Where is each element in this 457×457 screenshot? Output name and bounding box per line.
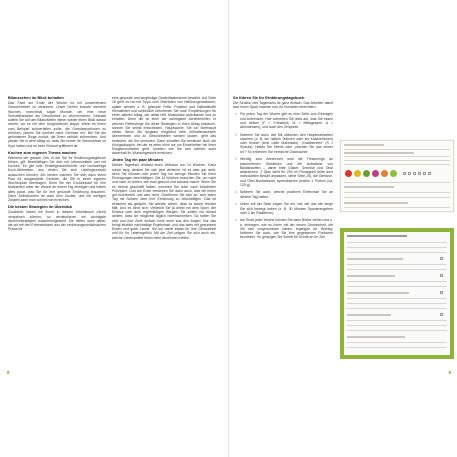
form-rule: [344, 207, 450, 208]
form-rule: [347, 242, 447, 243]
form-rule: [347, 308, 447, 309]
section-paragraph: Das Fazit am Ende der Woche ist mit umwerfenden Gewohnheiten zu verankern. Unser Gehirn braucht mehrere Wochen, manchmal sogar Monate, um eine neue Verhaltensweise als Gewohnheit zu verinnerlichen. Deshalb sollten Sie auf den Bilanzseiten immer wieder einen Blick darauf werfen, wo es mit dem Umgewöhnen klappt. Wenn es Ihnen zum Beispiel schwerfallen sollte, die Gemüseportionen zu erhöhen, planen Sie konkret mehr Gemüse ein. Bei Sie die gefundenen Dinge zurück, die Ihnen wirklich schmecken. Und planen Sie in dem Alltag so, dass Sie immer Ihr Gemüsefach im Kopf haben und es beim Einkauf griffbereit ist.: [8, 101, 106, 148]
bullet-icon: •: [235, 202, 237, 207]
form-text-bar: [344, 152, 414, 154]
page-number-right: 9: [448, 370, 451, 375]
banana-icon: [354, 170, 361, 177]
instruction-bullet: [233, 202, 333, 215]
form-rule: [347, 252, 447, 253]
section-paragraph: Während der ganzen Zeit, in der Sie Ihr Ernährungstagebuch führen, gilt: Beschäftigen Sie sich mit Lebensmitteln und mit Kochen. Es gibt tolle Einsteigerkochbücher und hochwertige Koch-Webseiten, aus denen Sie sich Lieblingsrezepte aussuchen können. Am besten machen Sie sich dazu einen Plan für ausgewählte Gerichte, die Sie in einen eigenen Wochenplan übertragen. Denn Sie der Großeinkauf für Ihre Mahlzeiten unter der Woche an einem Tag erledigen und haben alles parat, was Sie für Ihre gesunde Ernährung brauchen. Denn Selbstkochen ist auch kein Zauber, und mit wenigen Zutaten kann man schnell viel erreichen.: [8, 155, 106, 203]
form-rule: [344, 182, 450, 183]
glass-icon: [418, 172, 421, 175]
form-text-bar: [344, 186, 394, 188]
glass-icon: [403, 172, 406, 175]
section-paragraph: Dieses Tagebuch umfasst einen Zeitraum von 14 Wochen. Ganz schön lang, denken Sie sich jetzt vielleicht. Ist es aber gar nicht, denn Sie müssen sich jeden Tag nur wenige Minuten mit Ihren Eintragungen beschäftigen. Die 14 Wochen brauchen Sie, um nach und nach zu lernen, wie man gesund und schlank macht. Wenn Sie es einmal geschafft haben, kommen Sie auch nach bewährten Prinzipien. Und am Ende verstehen Sie dann auch, was bei Ihnen gut funktioniert und was nicht. Gewöhnen Sie sich an, sich jeden Tag mit Notizen über Ihre Ernährung zu beschäftigen. Das ist einfacher als gedacht. Sie werden sehen, dass es immer leichter fällt. Und es lohnt sich: Vielleicht Sie ja direkt mit dem Sport, der Einkauf oder dem regelmäßigen Wiegen. Sie sollten nur darauf achten, dass sie möglichst täglich hineinschreiben. So halten Sie sich und Ihre Ziele einfach nicht mehr aus den Augen. Nur das bringt letztlich nachhaltige Ergebnisse, und das stets mit gesundem Essen und guter Laune. Sie tun damit etwas für Ihre Gesundheit und für Ihr Lebensgefühl. Mit der Zeit prägen Sie sich auch ein, welche Lebensmittel Ihnen beim Abnehmen helfen.: [112, 163, 216, 240]
carrot-icon: [381, 170, 388, 177]
section-heading: So führen Sie Ihr Ernährungstagebuch: [233, 95, 305, 100]
instruction-bullet: [233, 157, 333, 187]
form-rule: [347, 264, 447, 265]
section-heading: Kochen zum eigenen Thema machen: [8, 149, 77, 155]
form-rule: [344, 160, 450, 161]
instruction-bullet: [233, 218, 333, 239]
checkbox-icon: [440, 313, 443, 316]
form-rule: [347, 281, 447, 282]
bullet-text: Notieren Sie auch, wie Sie zwischen den Hauptmahlzeiten naschen (z. B. ein halbes Teilchen oder ein Käsebrötchen) oder trinken (eine Latte Macchiato). „Knabbereien“ (S = Snacks). Halten Sie Stress oder „machen Sie das immer so“? So erkennen Sie heimliche Dickmacher.: [240, 132, 333, 154]
form-rule: [347, 330, 447, 331]
left-column-2: [112, 96, 216, 242]
glass-icon: [423, 172, 426, 175]
right-page: [229, 0, 457, 457]
form-rule: [347, 247, 447, 248]
form-rule: [344, 164, 450, 165]
form-text-bar: [347, 336, 405, 338]
instruction-bullet: [233, 112, 333, 129]
weekly-summary-page-thumbnail: [340, 228, 454, 359]
tomato-icon: [345, 170, 352, 177]
intro-paragraph: Die Struktur des Tagebuchs ist ganz einfach. Das Arbeiten damit wird Ihnen Spaß machen und Ihr Vorhaben erleichtern.: [233, 101, 333, 110]
form-rule: [344, 149, 450, 150]
section-paragraph: eine gesunde und langfristige Gewichtsabnahme bewährt. Auf Seite 18 geht es los mit Tipps zum Überlisten von Heißhungerattacken, später werden z. B. gesunde Fette, Proteine und Ballaststoffe thematisiert und schließlich bekommen Sie noch Empfehlungen für einen aktiven Alltag, der dabei hilft, Muskulatur aufzubauen und zu erhalten. Denn die ist einer der wichtigsten Abnehmhelfer. In welcher Reihenfolge Sie diese Strategien in Ihren Alltag einbauen, können Sie selbst entscheiden. Hauptsache, Sie tun überhaupt etwas. Wenn Sie langsam möglichst viele Verhaltensweisen übernehmen und zu Gewohnheiten werden lassen, geht das einfacher, als Sie vermuten. Dann schaffen Sie bestimmt auch die Königsdisziplin, bei der es eben nicht nur um Einzelheiten bei ihren Essgewohnheiten geht, sondern wie Sie sich wirklich auch dauerhaft Ihr Wunschgewicht erreichen.: [112, 96, 216, 156]
bullet-text: Notieren Sie auch, welche positiven Erlebnisse Sie an diesem Tag hatten.: [240, 190, 333, 199]
bullet-icon: •: [235, 157, 237, 162]
form-rule: [344, 197, 450, 198]
bullet-icon: •: [235, 132, 237, 137]
form-text-bar: [344, 202, 408, 204]
checkbox-icon: [440, 257, 443, 260]
bullet-icon: •: [235, 218, 237, 223]
section-heading: Die besten Strategien im Überblick: [8, 204, 73, 210]
form-rule: [347, 303, 447, 304]
left-column-1: [8, 96, 106, 234]
section-paragraph: Zusätzlich haben wir Ihnen in diesem Arbeitsbuch (nicht) verspeisen können, so verdeutlichen wir wichtigste Abnehmstrategien zusammengestellt. Sie helfen auch dabei, die wir mit den Erkenntnissen aus der ernährungsmedizinischen Praxis für: [8, 210, 106, 232]
daily-log-page-thumbnail: [340, 140, 454, 212]
bullet-icon: •: [235, 190, 237, 195]
checkbox-icon: [440, 274, 443, 277]
bullet-text: Für jeden Tag der Woche gibt es eine Seite zum Eintragen und Ankreuzen. Hier schreiben Sie alles auf, was Sie essen und trinken (F = Frühstück, M = Mittagessen, A = Abendessen), und auch den Zeitpunkt.: [240, 112, 333, 130]
form-rule: [347, 347, 447, 348]
form-heading-bar: [344, 144, 384, 146]
form-rule: [347, 298, 447, 299]
broccoli-icon: [363, 170, 370, 177]
glass-icon: [413, 172, 416, 175]
form-heading-bar: [347, 235, 407, 237]
bullet-text: Unten auf der Seite tragen Sie ein, wie viel und wie lange Sie sich bewegt haben (z. B. 30 Minuten Spazierengehen oder 2 km Radfahren).: [240, 202, 333, 215]
form-rule: [347, 342, 447, 343]
bullet-text: Wichtig zum Abnehmen sind die Trinkmenge an kalorienfreien Getränken und die Aufnahme von Ballaststoffen – daher bitte Gläser, Gemüse und Obst abstreichen. 1 Glas steht für 250 ml Flüssigkeit (bitte dem individuellen Bedarf anpassen, siehe Seite 25), die Gemüse- und Obst-Illustrationen symbolisieren jeweils 1 Portion (ca. 125 g).: [240, 157, 333, 187]
form-rule: [344, 192, 450, 193]
bullet-icon: •: [235, 112, 237, 117]
right-column: [233, 96, 333, 243]
form-rule: [347, 325, 447, 326]
bullet-text: Am Ende jeder Woche können Sie dann Bilanz ziehen und u. a. eintragen, wie es Ihnen mit der neuen Gewohnheit, die Sie sich vorgenommen haben, ergangen ist. Wichtig: Notieren Sie auch, wie Sie Ihre gegessenen Portionen beurteilen. So gelangen Sie Schritt für Schritt an Ihr Ziel.: [240, 218, 334, 240]
form-text-bar: [347, 275, 395, 277]
section-heading: Jeden Tag ein paar Minuten: [112, 157, 163, 163]
instruction-bullet: [233, 190, 333, 199]
form-rule: [344, 156, 450, 157]
page-number-left: 8: [7, 370, 10, 375]
glass-icon: [408, 172, 411, 175]
apple-icon: [390, 170, 397, 177]
form-rule: [347, 286, 447, 287]
form-rule: [347, 269, 447, 270]
form-text-bar: [347, 258, 403, 260]
form-rule: [347, 320, 447, 321]
checkbox-icon: [440, 291, 443, 294]
section-heading: Bilanzsehen im Blick behalten: [8, 95, 64, 100]
form-text-bar: [347, 292, 409, 294]
instruction-bullet: [233, 133, 333, 154]
left-page: [0, 0, 228, 457]
grapes-icon: [372, 170, 379, 177]
form-text-bar: [347, 314, 391, 316]
glass-icon: [428, 172, 431, 175]
